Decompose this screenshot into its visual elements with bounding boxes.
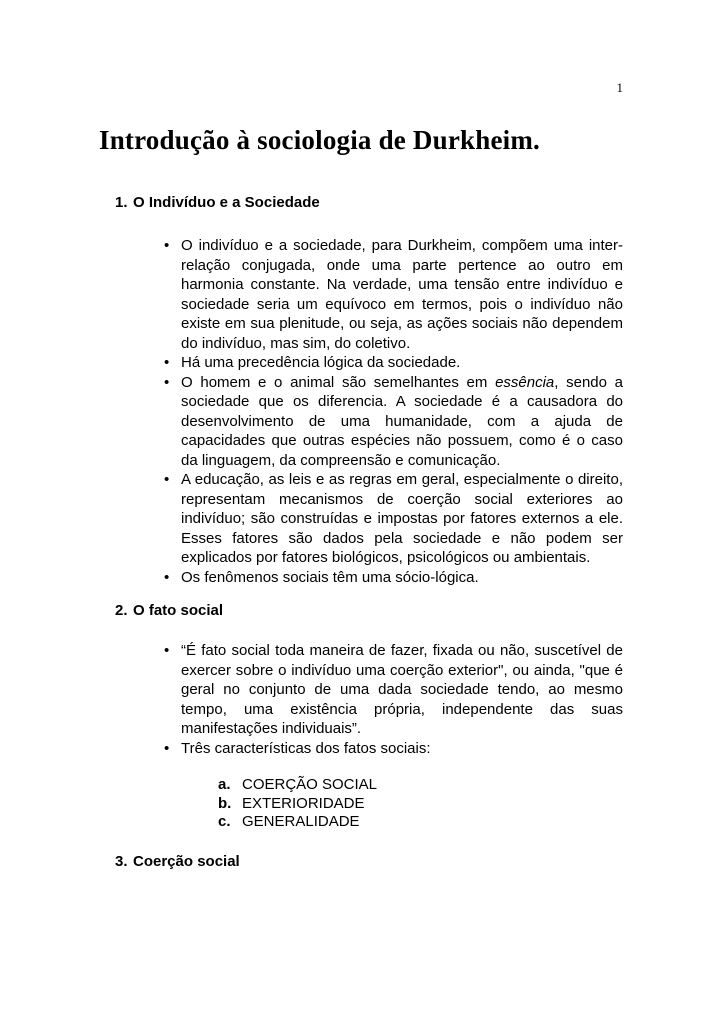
bullet-text: A educação, as leis e as regras em geral, especialmente o direito, representam mecanismos de coerção social exteriores ao indivíduo; são construídas e impostas por fatores externos a ele. Esses fatores são dados pela sociedade e não podem ser explicados por fatores biológicos, psicológicos ou ambientais. (181, 471, 623, 566)
alpha-list-item (218, 795, 623, 814)
alpha-item-label: a. (218, 776, 231, 793)
bullet-text-italic: essência (495, 373, 555, 391)
section-number: 2. (115, 602, 128, 619)
bullet-item (181, 739, 623, 759)
bullet-text: O homem e o animal são semelhantes em (181, 373, 496, 391)
document-title: Introdução à sociologia de Durkheim. (99, 125, 540, 155)
bullet-item (181, 353, 623, 373)
bullet-text: Três características dos fatos sociais: (181, 739, 431, 757)
page-content (99, 0, 623, 872)
alpha-item-label: c. (218, 813, 231, 830)
bullet-item (181, 470, 623, 568)
bullet-item (181, 373, 623, 471)
alpha-list-item (218, 813, 623, 832)
bullet-item (181, 568, 623, 588)
alpha-item-text: EXTERIORIDADE (242, 794, 365, 812)
section-number: 1. (115, 194, 128, 211)
alpha-item-text: GENERALIDADE (242, 813, 360, 830)
bullet-item (181, 641, 623, 739)
section-number: 3. (115, 852, 128, 870)
section-heading-fato-social (99, 601, 623, 621)
section-title: O fato social (133, 602, 224, 619)
fato-social-characteristics-list (99, 776, 623, 832)
section-heading-coercao-social (99, 852, 623, 872)
alpha-item-text: COERÇÃO SOCIAL (242, 776, 378, 793)
bullet-text: “É fato social toda maneira de fazer, fixada ou não, suscetível de exercer sobre o indivíduo uma coerção exterior", ou ainda, "que é geral no conjunto de uma dada sociedade tendo, ao mesmo tempo, uma existência própria, independente das suas manifestações individuais”. (181, 642, 623, 737)
alpha-item-label: b. (218, 794, 232, 812)
bullet-text: O indivíduo e a sociedade, para Durkheim, compõem uma inter-relação conjugada, onde uma parte pertence ao outro em harmonia constante. Na verdade, uma tensão entre indivíduo e sociedade seria um equívoco em termos, pois o indivíduo não existe em sua plenitude, ou seja, as ações sociais não dependem do indivíduo, mas sim, do coletivo. (181, 237, 623, 352)
section-title: O Indivíduo e a Sociedade (133, 194, 320, 211)
bullet-text: , sendo a sociedade que os diferencia. A sociedade é a causadora do desenvolvimento de uma humanidade, com a ajuda de capacidades que outras espécies não possuem, como é o caso da linguagem, da compreensão e comunicação. (181, 373, 624, 469)
alpha-list-item (218, 776, 623, 795)
page-number: 1 (616, 80, 623, 95)
bullet-item (181, 236, 623, 353)
bullet-text: Há uma precedência lógica da sociedade. (181, 354, 461, 371)
section-heading-individuo-e-sociedade (99, 193, 623, 213)
section-title: Coerção social (133, 852, 240, 870)
section-1-bullet-list (99, 236, 623, 587)
bullet-text: Os fenômenos sociais têm uma sócio-lógica. (181, 568, 479, 586)
section-2-bullet-list (99, 641, 623, 758)
